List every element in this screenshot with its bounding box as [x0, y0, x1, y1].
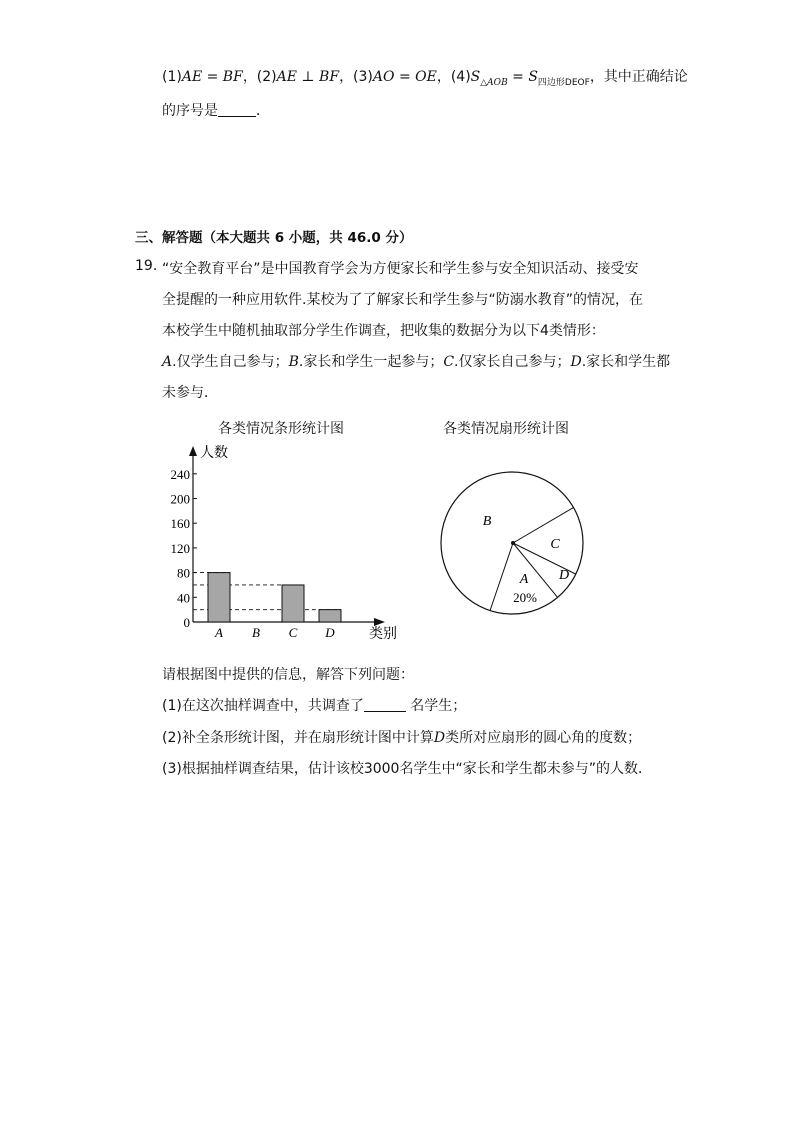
x-tick-label: B	[252, 625, 260, 640]
sub2-text: (2)补全条形统计图，并在扇形统计图中计算	[162, 730, 434, 746]
q19-options-line-2: 未参与．	[162, 385, 218, 401]
prev-question-line2	[162, 100, 270, 120]
conclusion-3: AO = OE	[372, 69, 437, 85]
option-b-text: .家长和学生一起参与；	[298, 354, 444, 370]
conclusion-1: AE = BF	[181, 69, 243, 85]
area-s-right: S	[528, 69, 538, 85]
q19-sub3: (3)根据抽样调查结果，估计该校3000名学生中“家长和学生都未参与”的人数．	[162, 761, 652, 777]
q19-options-line	[162, 351, 670, 371]
bar-d	[319, 610, 341, 622]
sub1-text: (1)在这次抽样调查中，共调查了	[162, 698, 364, 714]
option-d-text: .家长和学生都	[581, 354, 671, 370]
y-tick-label: 200	[170, 491, 190, 507]
bar-a	[208, 573, 230, 622]
item-number-2: ，(2)	[242, 69, 277, 85]
pie-chart	[432, 466, 602, 626]
y-axis-arrow	[189, 446, 197, 456]
item-number-4: ，(4)	[436, 69, 471, 85]
prev-question-tail: ，其中正确结论	[589, 69, 688, 85]
area-sub-left: △AOB	[480, 77, 508, 88]
y-axis-label: 人数	[200, 446, 228, 461]
q19-sub1	[162, 695, 466, 715]
sub2-var: D	[433, 730, 446, 746]
bar-chart-title: 各类情况条形统计图	[218, 421, 344, 437]
equals-sign: =	[507, 69, 529, 85]
option-a-key: A	[162, 354, 173, 370]
y-tick-label: 80	[177, 565, 190, 581]
answer-blank-sub1[interactable]	[364, 697, 406, 712]
q19-sub2	[162, 727, 641, 747]
pie-label-c: C	[550, 537, 560, 552]
prev-question-period: ．	[256, 103, 270, 119]
pie-percent-a: 20%	[513, 590, 537, 605]
q19-line-1: “安全教育平台”是中国教育学会为方便家长和学生参与安全知识活动、接受安	[162, 261, 639, 277]
prev-question-line2-text: 的序号是	[162, 103, 218, 119]
pie-chart-title: 各类情况扇形统计图	[443, 421, 569, 437]
x-axis-label: 类别	[369, 627, 397, 642]
q19-line-2: 全提醒的一种应用软件.某校为了了解家长和学生参与“防溺水教育”的情况，在	[162, 292, 643, 308]
question-number-19: 19.	[135, 258, 158, 274]
y-tick-label: 120	[170, 540, 190, 556]
bar-c	[282, 585, 304, 622]
option-c-key: C	[443, 354, 455, 370]
option-a-text: .仅学生自己参与；	[172, 354, 289, 370]
conclusion-2: AE ⊥ BF	[276, 69, 340, 85]
option-b-key: B	[288, 354, 299, 370]
area-s-left: S	[470, 69, 481, 85]
prev-question-line1	[162, 66, 688, 88]
sub2-tail: 类所对应扇形的圆心角的度数；	[445, 730, 642, 746]
area-sub-right: 四边形DEOF	[537, 77, 590, 88]
pie-center-dot	[511, 541, 515, 545]
q19-prompt: 请根据图中提供的信息，解答下列问题：	[162, 667, 414, 683]
x-axis-arrow	[374, 618, 385, 626]
item-number-3: ，(3)	[339, 69, 373, 85]
y-tick-label: 160	[170, 516, 190, 532]
item-number-1: (1)	[162, 69, 182, 85]
pie-label-b: B	[482, 514, 492, 529]
y-tick-label: 0	[183, 615, 190, 630]
x-tick-label: D	[325, 625, 335, 640]
option-c-text: .仅家长自己参与；	[454, 354, 571, 370]
y-tick-label: 40	[177, 590, 190, 606]
pie-label-a: A	[519, 572, 529, 587]
option-d-key: D	[570, 354, 582, 370]
y-tick-label: 240	[170, 466, 190, 482]
answer-blank-prev[interactable]	[218, 102, 256, 117]
x-tick-label: A	[215, 625, 223, 640]
bar-chart	[160, 438, 397, 648]
pie-label-d: D	[558, 568, 570, 583]
section-header: 三、解答题（本大题共 6 小题，共 46.0 分）	[135, 230, 413, 246]
q19-line-3: 本校学生中随机抽取部分学生作调查，把收集的数据分为以下4类情形：	[162, 323, 605, 339]
sub1-tail: 名学生；	[405, 698, 467, 714]
x-tick-label: C	[288, 625, 298, 640]
